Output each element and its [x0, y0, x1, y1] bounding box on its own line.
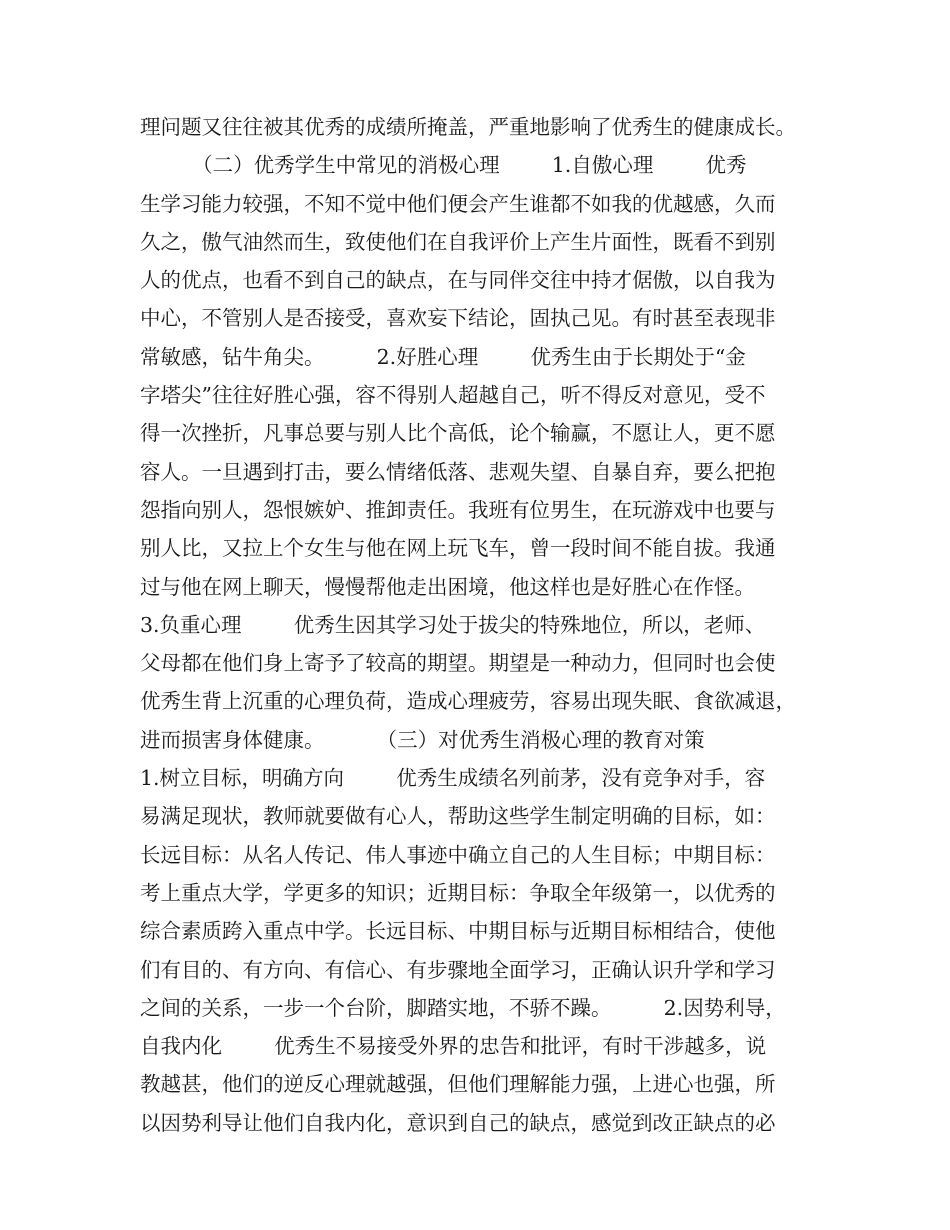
text-line: 自我内化 优秀生不易接受外界的忠告和批评，有时干涉越多，说 — [140, 1034, 767, 1059]
text-line: 常敏感，钻牛角尖。 2.好胜心理 优秀生由于长期处于“金 — [140, 344, 746, 369]
text-line: 中心，不管别人是否接受，喜欢妄下结论，固执己见。有时甚至表现非 — [140, 306, 776, 331]
text-line: 们有目的、有方向、有信心、有步骤地全面学习，正确认识升学和学习 — [140, 957, 776, 982]
text-line: 长远目标：从名人传记、伟人事迹中确立自己的人生目标；中期目标： — [140, 842, 776, 867]
text-line: 久之，傲气油然而生，致使他们在自我评价上产生片面性，既看不到别 — [140, 229, 776, 254]
text-line: 人的优点，也看不到自己的缺点，在与同伴交往中持才倨傲，以自我为 — [140, 268, 776, 293]
text-line: 之间的关系，一步一个台阶，脚踏实地，不骄不躁。 2.因势利导， — [140, 995, 786, 1020]
text-line: （二）优秀学生中常见的消极心理 1.自傲心理 优秀 — [140, 153, 747, 178]
text-line: 别人比，又拉上个女生与他在网上玩飞车，曾一段时间不能自拔。我通 — [140, 536, 776, 561]
text-line: 怨指向别人，怨恨嫉妒、推卸责任。我班有位男生，在玩游戏中也要与 — [140, 497, 776, 522]
text-line: 教越甚，他们的逆反心理就越强，但他们理解能力强，上进心也强，所 — [140, 1072, 776, 1097]
text-line: 理问题又往往被其优秀的成绩所掩盖，严重地影响了优秀生的健康成长。 — [140, 115, 796, 139]
text-line: 1.树立目标，明确方向 优秀生成绩名列前茅，没有竞争对手，容 — [140, 766, 766, 791]
body-text — [140, 108, 830, 1142]
text-line: 以因势利导让他们自我内化，意识到自己的缺点，感觉到改正缺点的必 — [140, 1110, 776, 1135]
text-line: 字塔尖”往往好胜心强，容不得别人超越自己，听不得反对意见，受不 — [140, 383, 766, 408]
text-line: 过与他在网上聊天，慢慢帮他走出困境，他这样也是好胜心在作怪。 — [140, 574, 755, 599]
text-line: 3.负重心理 优秀生因其学习处于拔尖的特殊地位，所以，老师、 — [140, 612, 766, 637]
text-line: 考上重点大学，学更多的知识；近期目标：争取全年级第一，以优秀的 — [140, 880, 776, 905]
text-line: 易满足现状，教师就要做有心人，帮助这些学生制定明确的目标，如： — [140, 804, 776, 829]
text-line: 得一次挫折，凡事总要与别人比个高低，论个输赢，不愿让人，更不愿 — [140, 421, 776, 446]
text-line: 进而损害身体健康。 （三）对优秀生消极心理的教育对策 — [140, 727, 705, 752]
text-line: 优秀生背上沉重的心理负荷，造成心理疲劳，容易出现失眠、食欲减退， — [140, 689, 796, 714]
text-line: 生学习能力较强，不知不觉中他们便会产生谁都不如我的优越感，久而 — [140, 191, 776, 216]
text-line: 父母都在他们身上寄予了较高的期望。期望是一种动力，但同时也会使 — [140, 651, 776, 676]
text-line: 综合素质跨入重点中学。长远目标、中期目标与近期目标相结合，使他 — [140, 919, 776, 944]
text-line: 容人。一旦遇到打击，要么情绪低落、悲观失望、自暴自弃，要么把抱 — [140, 459, 776, 484]
